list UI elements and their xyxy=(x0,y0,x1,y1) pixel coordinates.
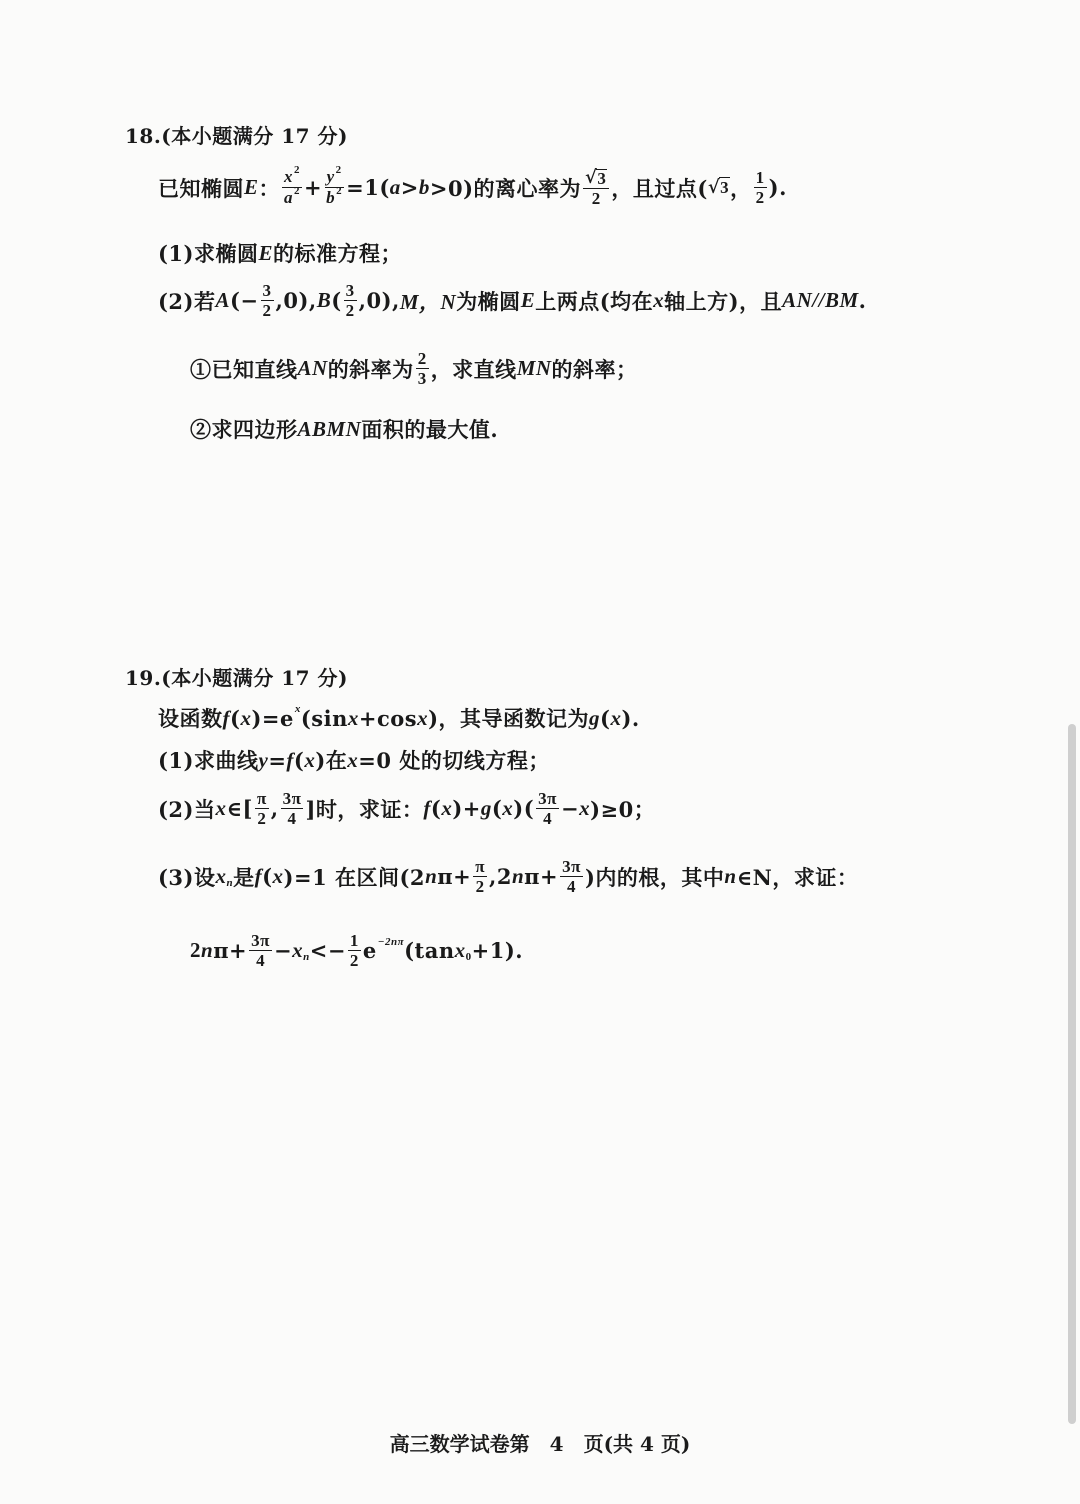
il-num: π xyxy=(256,789,267,808)
q19-p2-t9: )≥0； xyxy=(590,796,656,822)
q18-p2-AN: AN xyxy=(782,288,813,312)
cf-den: 4 xyxy=(256,951,266,970)
q18-heading xyxy=(125,120,348,149)
q19-p1-t4: )在 xyxy=(315,748,348,773)
q18-intro: 已知椭圆 E ： $\frac{x^2}{a^2}$ + $\frac{y^2}{b^2}$ =1( a > b >0)的离心率为 √ 3 2 ，且过点( √ 3 ， $\frac{1}{2}$ ). xyxy=(158,164,787,208)
hf-den: 2 xyxy=(349,951,359,970)
q19-p2-t2: ∈[ xyxy=(226,796,253,821)
frac-b: b xyxy=(326,188,336,207)
frac-y: y xyxy=(326,167,335,186)
hf-num: 1 xyxy=(349,931,359,950)
q18-p2-parallel: // xyxy=(812,288,825,312)
q19-p2-g: g xyxy=(480,796,492,820)
rl-num: π xyxy=(475,857,486,876)
q19-heading-text: 19.(本小题满分 17 分) xyxy=(125,666,348,690)
q18-p2-MN: M，N xyxy=(399,289,457,314)
q19-p3-t3: ( xyxy=(262,864,273,889)
q18-part1 xyxy=(158,238,402,268)
q19-p1-y: y xyxy=(258,747,269,772)
q19-p2-t3: ]时，求证： xyxy=(305,796,424,822)
conclusion-fraction xyxy=(249,932,272,969)
q18-s2-t1: ②求四边形 xyxy=(190,417,298,442)
q19-p3-sub-n: n xyxy=(226,876,234,889)
q18-intro-close: ). xyxy=(768,175,787,200)
q18-p2-t3: ,0), xyxy=(275,288,317,313)
q18-s1-t3: ，求直线 xyxy=(430,356,517,382)
half-fraction xyxy=(348,932,361,969)
q18-p2-BM: BM xyxy=(824,288,859,312)
q19-c-t5: e xyxy=(362,938,377,963)
q19-i-t2: ( xyxy=(230,705,241,731)
pB-den: 2 xyxy=(345,301,355,320)
q19-i-g: g xyxy=(589,705,601,730)
range-lower-fraction xyxy=(473,858,487,895)
q18-p1-text: (1)求椭圆 xyxy=(158,241,259,266)
q18-p2-x: x xyxy=(653,288,665,312)
iu-den: 4 xyxy=(287,809,297,828)
q19-i-exp-x: x xyxy=(294,703,301,715)
q19-p3-t4: )=1 在区间(2 xyxy=(283,864,426,890)
q19-intro xyxy=(158,703,640,733)
q19-p3-n3: n xyxy=(724,864,737,888)
q19-p3-n2: n xyxy=(511,864,525,888)
q19-i-t8: ). xyxy=(621,705,640,731)
q19-p3-f: f xyxy=(254,864,263,888)
q19-p2-t6: ( xyxy=(491,796,503,821)
point-y-num: 1 xyxy=(755,168,765,187)
q19-heading xyxy=(125,662,348,691)
q19-p3-x2: x xyxy=(272,864,284,888)
iu-num: 3π xyxy=(282,789,302,808)
q18-s1-MN: MN xyxy=(516,356,552,380)
q19-part3 xyxy=(158,858,858,895)
q19-p1-t3: ( xyxy=(293,747,305,773)
q19-p3-t6: ,2 xyxy=(489,864,512,889)
vertical-scrollbar[interactable] xyxy=(1068,724,1076,1424)
q19-c-exponent: −2nπ xyxy=(377,935,405,948)
q18-p2-A: A xyxy=(215,288,230,312)
ecc-den: 2 xyxy=(591,188,601,208)
q18-heading-text: 18.(本小题满分 17 分) xyxy=(125,124,348,148)
q19-p2-t5: )+ xyxy=(452,796,481,821)
q19-p1-t1: (1)求曲线 xyxy=(158,748,259,773)
ellipse-x-fraction xyxy=(282,164,302,207)
point-A-fraction xyxy=(261,282,274,319)
eccentricity-fraction: √ 3 2 xyxy=(583,169,609,207)
q19-p2-t7: )( xyxy=(513,796,535,821)
q18-s1-AN: AN xyxy=(297,356,328,380)
q18-p2-B: B xyxy=(316,288,332,312)
cf-num: 3π xyxy=(251,931,270,950)
q19-c-x: x xyxy=(292,938,304,962)
q19-p1-x: x xyxy=(304,747,316,772)
q18-sub2 xyxy=(190,414,498,444)
q18-p1-E: E xyxy=(258,240,273,265)
pA-num: 3 xyxy=(262,281,272,300)
q19-i-x2: x xyxy=(347,705,359,730)
q18-intro-E: E xyxy=(244,175,259,199)
q18-p2-t2: (− xyxy=(230,288,259,313)
frac-y-exp: 2 xyxy=(335,164,342,176)
q19-p3-x: x xyxy=(215,864,227,888)
q19-p2-comma: , xyxy=(270,796,279,821)
q19-c-t7: +1). xyxy=(471,938,524,963)
q18-p2-E: E xyxy=(520,288,536,312)
interval-lower-fraction xyxy=(255,790,269,827)
q19-p2-x2: x xyxy=(441,796,453,820)
q19-c-x0: x xyxy=(454,938,466,962)
q18-p2-t5: ,0), xyxy=(358,288,400,313)
frac-x-exp: 2 xyxy=(294,164,301,176)
q19-p3-t9: ∈N，求证： xyxy=(736,864,859,890)
q19-p2-x4: x xyxy=(579,796,591,820)
q19-c-t6: (tan xyxy=(404,938,455,963)
q18-s1-t4: 的斜率； xyxy=(551,356,638,382)
ff-den: 4 xyxy=(543,809,553,828)
q19-part1 xyxy=(158,745,550,775)
ecc-sqrt-3: 3 xyxy=(597,168,607,188)
q18-s2-ABMN: ABMN xyxy=(297,416,362,441)
q18-s1-t2: 的斜率为 xyxy=(327,356,414,382)
q19-p2-x3: x xyxy=(502,796,514,820)
ellipse-y-fraction xyxy=(324,164,344,207)
range-upper-fraction xyxy=(560,858,583,895)
point-B-fraction xyxy=(344,282,357,319)
frac-x: x xyxy=(284,167,294,186)
q19-p2-t1: (2)当 xyxy=(158,796,216,822)
q19-p3-t2: 是 xyxy=(233,864,255,890)
q18-intro-a: a xyxy=(389,175,401,199)
point-y-den: 2 xyxy=(755,188,765,207)
factor-fraction xyxy=(536,790,559,827)
q19-i-t4: (sin xyxy=(300,705,348,731)
q18-p2-t6: 为椭圆 xyxy=(456,288,521,314)
point-y-fraction xyxy=(754,169,767,206)
q18-intro-colon: ： xyxy=(258,175,281,201)
q19-p3-t5: π+ xyxy=(437,864,472,889)
q19-p1-x2: x xyxy=(347,747,359,772)
interval-upper-fraction xyxy=(281,790,304,827)
q18-p2-t1: (2)若 xyxy=(158,288,216,314)
q19-c-t2: π+ xyxy=(213,938,248,963)
q18-intro-eq: =1( xyxy=(346,175,390,200)
q18-sub1 xyxy=(190,350,638,387)
q19-p1-f: f xyxy=(286,747,294,772)
q19-i-x3: x xyxy=(417,705,429,730)
q19-i-t5: +cos xyxy=(358,705,418,731)
page-footer: 高三数学试卷第 4 页(共 4 页) xyxy=(389,1432,691,1456)
point-sqrt-3: 3 xyxy=(720,178,730,197)
q19-i-x: x xyxy=(240,705,252,730)
q19-part2 xyxy=(158,790,655,827)
q18-p2-t4: ( xyxy=(331,288,342,313)
rl-den: 2 xyxy=(475,877,485,896)
q19-p1-t5: =0 处的切线方程； xyxy=(358,748,550,773)
q18-intro-text: 已知椭圆 xyxy=(158,175,244,201)
q18-p1-text2: 的标准方程； xyxy=(273,241,402,266)
q19-c-t1: 2 xyxy=(190,938,201,962)
slope-fraction xyxy=(416,350,429,387)
q19-c-sub-0: 0 xyxy=(465,950,472,963)
q18-p2-t9: . xyxy=(858,288,867,313)
frac-b-exp: 2 xyxy=(336,185,343,197)
q18-intro-pass: ，且过点( xyxy=(611,175,708,201)
q19-p3-n: n xyxy=(425,864,438,888)
q19-p2-x: x xyxy=(215,796,227,820)
slope-num: 2 xyxy=(417,349,427,368)
q18-part2 xyxy=(158,282,866,319)
q19-p3-t7: π+ xyxy=(524,864,559,889)
q19-i-t7: ( xyxy=(600,705,611,731)
q19-i-t1: 设函数 xyxy=(158,706,223,731)
q18-p2-t8: 轴上方)，且 xyxy=(664,288,783,314)
il-den: 2 xyxy=(257,809,267,828)
q19-i-x4: x xyxy=(610,705,622,730)
pB-num: 3 xyxy=(345,281,355,300)
q18-intro-gt: > xyxy=(400,175,419,200)
q19-p1-t2: = xyxy=(268,747,287,773)
q18-s1-t1: ①已知直线 xyxy=(190,356,298,382)
q19-conclusion xyxy=(190,932,523,969)
q18-s2-t2: 面积的最大值. xyxy=(361,417,499,442)
ru-den: 4 xyxy=(567,877,577,896)
q18-p2-t7: 上两点(均在 xyxy=(535,288,654,314)
q19-c-n: n xyxy=(201,938,214,962)
q19-c-t3: − xyxy=(273,938,293,963)
q19-c-sub-n: n xyxy=(303,950,310,963)
ff-num: 3π xyxy=(538,789,557,808)
q18-intro-comma: ， xyxy=(730,175,752,201)
q19-p3-t1: (3)设 xyxy=(158,864,216,890)
frac-a: a xyxy=(284,188,294,207)
q19-p3-t8: )内的根，其中 xyxy=(584,864,725,890)
ru-num: 3π xyxy=(562,857,581,876)
slope-den: 3 xyxy=(417,369,427,388)
q18-intro-b: b xyxy=(418,175,430,199)
frac-a-exp: 2 xyxy=(294,185,301,197)
q19-p2-f: f xyxy=(423,796,431,820)
q19-p2-t8: − xyxy=(561,796,580,821)
q19-i-t3: )=e xyxy=(251,705,294,731)
q18-intro-plus: + xyxy=(304,175,323,200)
q18-intro-ecc: >0)的离心率为 xyxy=(429,175,582,201)
q19-p2-t4: ( xyxy=(430,796,442,821)
pA-den: 2 xyxy=(262,301,272,320)
q19-i-t6: )，其导函数记为 xyxy=(428,706,590,731)
q19-i-f: f xyxy=(222,705,230,730)
q19-c-t4: <− xyxy=(309,938,346,963)
